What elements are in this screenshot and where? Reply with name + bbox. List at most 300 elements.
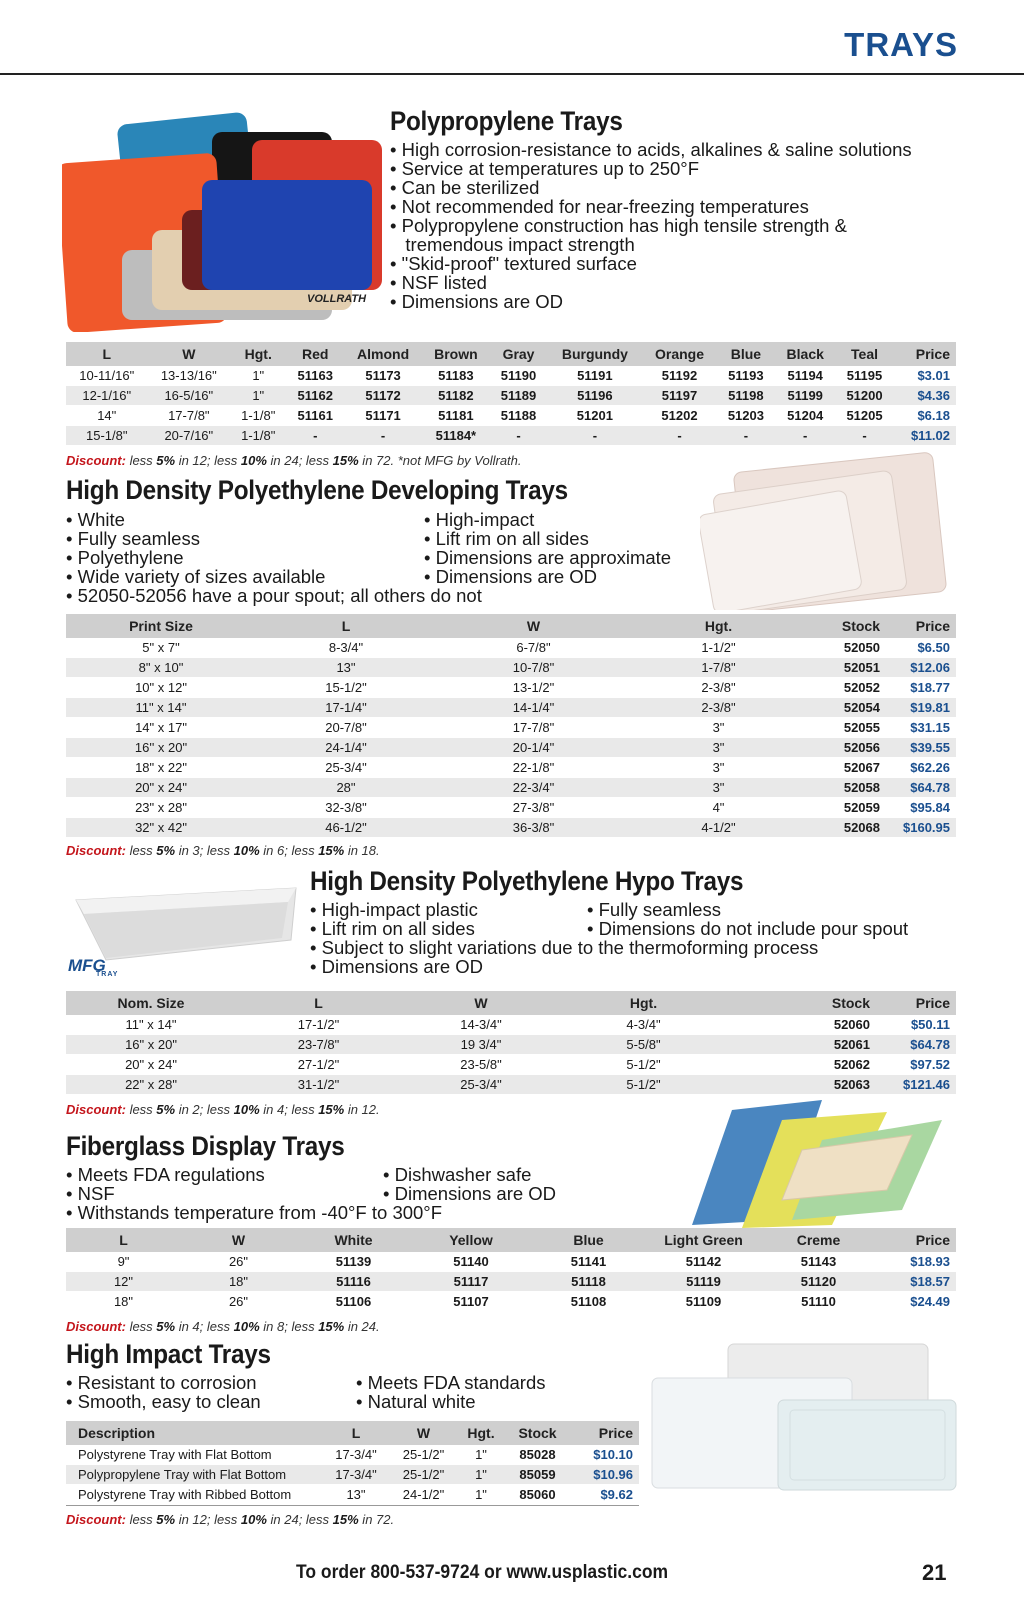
table-row [66, 1272, 956, 1292]
polypropylene-bullets [390, 140, 912, 311]
column-header: L [236, 991, 401, 1015]
table-cell: 51116 [296, 1272, 411, 1292]
vollrath-logo: VOLLRATH [307, 293, 367, 305]
price-cell: $24.49 [910, 1294, 950, 1309]
table-cell: 51188 [500, 408, 537, 423]
column-header: Creme [761, 1228, 876, 1252]
table-cell: Polystyrene Tray with Ribbed Bottom [78, 1487, 292, 1502]
column-header: Teal [835, 342, 894, 366]
price-cell: $18.77 [910, 680, 950, 695]
table-cell: 51199 [775, 386, 835, 406]
table-cell: 51106 [335, 1294, 372, 1309]
column-header: Orange [642, 342, 716, 366]
table-row [66, 638, 956, 658]
fiberglass-bullets-right [383, 1165, 556, 1203]
table-cell: 28" [256, 778, 436, 798]
table-cell: 51118 [531, 1272, 646, 1292]
table-cell: 3" [631, 738, 806, 758]
table-cell: 18" x 22" [135, 760, 187, 775]
table-row [66, 758, 956, 778]
table-cell: 20-1/4" [436, 738, 631, 758]
discount-label: Discount: [66, 843, 126, 858]
table-cell: 1-1/8" [241, 408, 276, 423]
table-cell: 52068 [806, 818, 886, 838]
table-cell: 85059 [506, 1465, 569, 1485]
price-cell: $3.01 [917, 368, 950, 383]
table-cell: 51193 [728, 368, 764, 383]
column-header: Hgt. [631, 614, 806, 638]
table-row [66, 1252, 956, 1272]
table-cell: 51163 [297, 368, 333, 383]
column-header: W [147, 342, 230, 366]
price-cell: $18.93 [910, 1254, 950, 1269]
discount-text: less [125, 843, 157, 858]
table-cell: 32-3/8" [325, 800, 367, 815]
table-cell: 51204 [787, 408, 824, 423]
hypo-bullets-right [587, 900, 908, 938]
table-cell: 20" x 24" [125, 1057, 177, 1072]
table-cell: 15-1/8" [66, 426, 147, 446]
table-cell: 51119 [646, 1272, 761, 1292]
discount-note [66, 1102, 380, 1117]
bullet-item: • Meets FDA regulations [66, 1165, 442, 1184]
price-cell: $18.57 [876, 1272, 956, 1292]
table-cell: 52060 [833, 1017, 870, 1032]
column-header: W [436, 614, 631, 638]
discount-text: in 6; less [259, 843, 319, 858]
table-cell: 52059 [843, 800, 880, 815]
table-cell: 51182 [422, 386, 490, 406]
table-cell: 10-11/16" [79, 368, 135, 383]
price-cell: $6.18 [917, 408, 950, 423]
table-row [66, 678, 956, 698]
bullet-item: • White [66, 510, 482, 529]
table-cell: 52067 [843, 760, 880, 775]
table-cell: 52061 [726, 1035, 876, 1055]
table-cell: 26" [228, 1294, 249, 1309]
table-cell: 51183 [438, 368, 474, 383]
discount-value: 5% [156, 1102, 176, 1117]
table-cell: 51172 [344, 386, 422, 406]
table-cell: 51110 [801, 1294, 836, 1309]
table-cell: 11" x 14" [66, 698, 256, 718]
column-header: Print Size [66, 614, 256, 638]
discount-text: less [125, 453, 157, 468]
table-cell: 52050 [843, 640, 880, 655]
price-cell: $39.55 [886, 738, 956, 758]
price-cell: $9.62 [600, 1487, 633, 1502]
column-header: Price [886, 614, 956, 638]
table-cell: 51189 [490, 386, 548, 406]
table-cell: Polystyrene Tray with Flat Bottom [78, 1447, 272, 1462]
column-header: L [66, 1228, 181, 1252]
price-cell: $31.15 [910, 720, 950, 735]
table-cell: 20-7/16" [147, 426, 230, 446]
discount-text: in 3; less [175, 843, 234, 858]
discount-text: in 4; less [259, 1102, 319, 1117]
table-cell: 51203 [727, 408, 764, 423]
table-cell: - [835, 426, 894, 446]
table-cell: 18" [113, 1294, 134, 1309]
table-cell: 51117 [411, 1272, 531, 1292]
column-header: Gray [490, 342, 548, 366]
table-cell: 23-7/8" [236, 1035, 401, 1055]
impact-bullets-right [356, 1373, 546, 1411]
bullet-item: • Dimensions are OD [383, 1184, 556, 1203]
bullet-item: • "Skid-proof" textured surface [390, 254, 912, 273]
column-header: L [256, 614, 436, 638]
table-cell: 17-1/4" [256, 698, 436, 718]
table-cell: 1" [475, 1447, 487, 1462]
discount-note [66, 1512, 394, 1527]
table-row [66, 778, 956, 798]
table-row [66, 366, 956, 386]
table-row [66, 386, 956, 406]
price-cell: $64.78 [886, 778, 956, 798]
bullet-item: • High corrosion-resistance to acids, alkalines & saline solutions [390, 140, 912, 159]
table-cell: 51198 [717, 386, 776, 406]
column-header: Stock [726, 991, 876, 1015]
table-cell: 3" [712, 720, 725, 735]
discount-text: in 18. [344, 843, 380, 858]
table-cell: - [286, 426, 344, 446]
price-cell: $6.50 [917, 640, 950, 655]
table-row [66, 1075, 956, 1095]
table-cell: 19 3/4" [401, 1035, 561, 1055]
table-row [66, 718, 956, 738]
column-header: Stock [806, 614, 886, 638]
bullet-item: tremendous impact strength [405, 234, 635, 255]
discount-text: in 24; less [266, 453, 333, 468]
column-header: Stock [506, 1421, 569, 1445]
table-cell: 18" [181, 1272, 296, 1292]
table-cell: 51173 [365, 368, 401, 383]
table-row [66, 738, 956, 758]
column-header: Nom. Size [66, 991, 236, 1015]
table-cell: 25-3/4" [401, 1075, 561, 1095]
page-header-title: TRAYS [844, 26, 958, 63]
discount-text: in 8; less [259, 1319, 319, 1334]
column-header: Hgt. [230, 342, 286, 366]
price-cell: $10.96 [569, 1465, 639, 1485]
discount-note [66, 453, 522, 468]
table-cell: 51196 [547, 386, 642, 406]
developing-bullets-right [424, 510, 671, 586]
column-header: White [296, 1228, 411, 1252]
discount-text: in 4; less [175, 1319, 234, 1334]
table-cell: 23-5/8" [460, 1057, 502, 1072]
table-cell: 52062 [833, 1057, 870, 1072]
discount-value: 5% [156, 843, 176, 858]
table-row [66, 658, 956, 678]
discount-value: 15% [332, 1512, 359, 1527]
table-cell: 3" [712, 760, 725, 775]
column-header: Hgt. [456, 1421, 506, 1445]
price-cell: $19.81 [886, 698, 956, 718]
bullet-item: • Dimensions are approximate [424, 548, 671, 567]
column-header: Brown [422, 342, 490, 366]
table-cell: 51139 [335, 1254, 372, 1269]
bullet-item: • Dimensions are OD [310, 957, 818, 976]
table-cell: - [344, 426, 422, 446]
table-cell: 8-3/4" [328, 640, 364, 655]
table-cell: 51195 [846, 368, 883, 383]
table-cell: - [775, 426, 835, 446]
price-cell: $11.02 [894, 426, 956, 446]
table-cell: 17-1/2" [297, 1017, 340, 1032]
table-row [66, 1055, 956, 1075]
bullet-item: • Lift rim on all sides [310, 919, 818, 938]
column-header: Price [894, 342, 956, 366]
table-cell: 52063 [726, 1075, 876, 1095]
table-cell: 51109 [685, 1294, 722, 1309]
table-cell: 51162 [286, 386, 344, 406]
column-header: Price [876, 991, 956, 1015]
table-row [66, 426, 956, 446]
table-cell: 1-1/2" [701, 640, 736, 655]
discount-value: 5% [156, 453, 176, 468]
table-cell: 52051 [806, 658, 886, 678]
bullet-item: • Service at temperatures up to 250°F [390, 159, 912, 178]
price-cell: $97.52 [910, 1057, 950, 1072]
bullet-item: • 52050-52056 have a pour spout; all others do not [66, 586, 482, 605]
table-cell: - [490, 426, 548, 446]
table-cell: 25-1/2" [391, 1465, 456, 1485]
column-header: L [321, 1421, 391, 1445]
column-header: W [391, 1421, 456, 1445]
column-header: W [401, 991, 561, 1015]
price-cell: $50.11 [910, 1017, 950, 1032]
bullet-item: • Fully seamless [66, 529, 482, 548]
fiberglass-trays-table [66, 1228, 956, 1312]
table-cell: 9" [117, 1254, 130, 1269]
table-cell: 85060 [519, 1487, 556, 1502]
bullet-item: • Polypropylene construction has high tensile strength & [390, 216, 912, 235]
hypo-trays-table [66, 991, 956, 1095]
header-rule [0, 73, 1024, 75]
table-cell: 52055 [843, 720, 880, 735]
discount-text: in 12; less [175, 453, 241, 468]
table-cell: 51201 [576, 408, 613, 423]
discount-text: less [125, 1319, 157, 1334]
table-cell: 17-3/4" [335, 1447, 377, 1462]
table-row [66, 798, 956, 818]
table-cell: 23" x 28" [135, 800, 187, 815]
table-cell: 2-3/8" [701, 680, 736, 695]
bullet-item: • Polyethylene [66, 548, 482, 567]
column-header: Yellow [411, 1228, 531, 1252]
fiberglass-trays-image [672, 1100, 962, 1230]
table-cell: 22-1/8" [512, 760, 555, 775]
table-cell: 24-1/4" [256, 738, 436, 758]
column-header: Red [286, 342, 344, 366]
table-cell: 13" [346, 1487, 366, 1502]
bullet-item: • Dishwasher safe [383, 1165, 556, 1184]
table-cell: 8" x 10" [66, 658, 256, 678]
discount-value: 15% [318, 1102, 345, 1117]
polypropylene-table [66, 342, 956, 446]
bullet-item: • Subject to slight variations due to the thermoforming process [310, 938, 818, 957]
table-cell: 1" [456, 1465, 506, 1485]
discount-value: 5% [156, 1319, 176, 1334]
discount-text: less [125, 1512, 157, 1527]
bullet-item: • Resistant to corrosion [66, 1373, 261, 1392]
price-cell: $95.84 [910, 800, 950, 815]
discount-text: in 2; less [175, 1102, 234, 1117]
discount-label: Discount: [66, 1512, 126, 1527]
table-cell: 1" [230, 386, 286, 406]
discount-text: in 12. [344, 1102, 380, 1117]
discount-text: in 24; less [266, 1512, 333, 1527]
bullet-item: • Lift rim on all sides [424, 529, 671, 548]
discount-label: Discount: [66, 1319, 126, 1334]
table-cell: - [642, 426, 716, 446]
discount-text: in 12; less [175, 1512, 241, 1527]
table-cell: 52058 [806, 778, 886, 798]
table-cell: 51161 [297, 408, 333, 423]
table-cell: 27-3/8" [512, 800, 555, 815]
discount-label: Discount: [66, 453, 126, 468]
table-cell: 10-7/8" [436, 658, 631, 678]
price-cell: $160.95 [886, 818, 956, 838]
high-impact-trays-image [650, 1340, 960, 1500]
table-cell: 51143 [800, 1254, 837, 1269]
table-cell: 5-5/8" [561, 1035, 726, 1055]
bullet-item: • Withstands temperature from -40°F to 300°F [66, 1203, 442, 1222]
table-row [66, 1465, 639, 1485]
discount-value: 10% [240, 453, 267, 468]
discount-value: 10% [240, 1512, 267, 1527]
page-number: 21 [922, 1560, 947, 1585]
table-cell: Polypropylene Tray with Flat Bottom [66, 1465, 321, 1485]
column-header: Price [876, 1228, 956, 1252]
bullet-item: • NSF [66, 1184, 442, 1203]
column-header: Description [66, 1421, 321, 1445]
column-header: Blue [717, 342, 776, 366]
table-cell: 25-3/4" [325, 760, 367, 775]
bullet-item: • NSF listed [390, 273, 912, 292]
table-cell: 12" [66, 1272, 181, 1292]
discount-value: 10% [233, 1102, 260, 1117]
table-cell: 5-1/2" [626, 1057, 661, 1072]
table-cell: 51171 [365, 408, 401, 423]
table-cell: 16'' x 20" [66, 738, 256, 758]
column-header: Blue [531, 1228, 646, 1252]
table-cell: 13" [256, 658, 436, 678]
table-row [66, 1035, 956, 1055]
table-cell: 25-1/2" [402, 1447, 445, 1462]
column-header: Burgundy [547, 342, 642, 366]
table-cell: 4-1/2" [631, 818, 806, 838]
table-cell: 22-3/4" [436, 778, 631, 798]
price-cell: $121.46 [876, 1075, 956, 1095]
discount-value: 15% [318, 843, 345, 858]
polypropylene-trays-title: Polypropylene Trays [390, 106, 623, 136]
price-cell: $4.36 [894, 386, 956, 406]
table-cell: 6-7/8" [516, 640, 551, 655]
table-cell: 22" x 28" [66, 1075, 236, 1095]
column-header: Hgt. [561, 991, 726, 1015]
table-cell: 51120 [761, 1272, 876, 1292]
discount-value: 10% [233, 843, 260, 858]
developing-bullets-left [66, 510, 482, 605]
bullet-item: • Dimensions are OD [390, 292, 912, 311]
column-header: Almond [344, 342, 422, 366]
table-cell: 52056 [806, 738, 886, 758]
table-row [66, 1015, 956, 1035]
column-header: W [181, 1228, 296, 1252]
table-cell: 31-1/2" [236, 1075, 401, 1095]
table-cell: 51181 [438, 408, 474, 423]
table-cell: 3" [631, 778, 806, 798]
table-cell: 51192 [661, 368, 698, 383]
bullet-item: • High-impact [424, 510, 671, 529]
table-row [66, 1445, 639, 1465]
table-bottom-rule [66, 1505, 639, 1506]
table-cell: 36-3/8" [436, 818, 631, 838]
bullet-item: • Can be sterilized [390, 178, 912, 197]
table-cell: 46-1/2" [256, 818, 436, 838]
table-cell: 1" [252, 368, 265, 383]
table-cell: 51108 [570, 1294, 607, 1309]
bullet-item: • Smooth, easy to clean [66, 1392, 261, 1411]
impact-bullets-left [66, 1373, 261, 1411]
bullet-item: • Dimensions do not include pour spout [587, 919, 908, 938]
table-cell: 32" x 42" [66, 818, 256, 838]
table-cell: 14" [97, 408, 117, 423]
table-cell: 16" x 20" [66, 1035, 236, 1055]
table-cell: 20" x 24" [66, 778, 256, 798]
table-cell: 12-1/16" [66, 386, 147, 406]
price-cell: $64.78 [876, 1035, 956, 1055]
table-cell: 13-1/2" [512, 680, 555, 695]
mfg-tray-logo: MFG [68, 956, 106, 975]
table-cell: 1-7/8" [631, 658, 806, 678]
table-cell: 51191 [577, 368, 613, 383]
bullet-item: • High-impact plastic [310, 900, 818, 919]
table-cell: 52052 [843, 680, 880, 695]
discount-text: in 24. [344, 1319, 380, 1334]
discount-value: 5% [156, 1512, 176, 1527]
discount-note [66, 843, 380, 858]
developing-trays-image [700, 452, 950, 610]
discount-value: 15% [318, 1319, 345, 1334]
price-cell: $62.26 [910, 760, 950, 775]
table-row [66, 698, 956, 718]
table-cell: 5-1/2" [561, 1075, 726, 1095]
table-cell: 1-1/8" [230, 426, 286, 446]
table-cell: 85028 [519, 1447, 556, 1462]
table-cell: 2-3/8" [631, 698, 806, 718]
table-cell: 52054 [806, 698, 886, 718]
table-cell: 27-1/2" [297, 1057, 340, 1072]
bullet-item: • Wide variety of sizes available [66, 567, 482, 586]
discount-value: 15% [332, 453, 359, 468]
table-cell: 11" x 14" [125, 1017, 177, 1032]
table-cell: 26" [228, 1254, 249, 1269]
table-cell: 51184* [422, 426, 490, 446]
discount-note [66, 1319, 380, 1334]
column-header: Black [775, 342, 835, 366]
table-cell: 1" [475, 1487, 487, 1502]
table-cell: 14-3/4" [460, 1017, 502, 1032]
table-cell: 51205 [846, 408, 883, 423]
column-header: L [66, 342, 147, 366]
table-cell: 17-7/8" [168, 408, 210, 423]
fiberglass-trays-title: Fiberglass Display Trays [66, 1131, 345, 1161]
table-row [66, 1485, 639, 1505]
bullet-item: • Natural white [356, 1392, 546, 1411]
